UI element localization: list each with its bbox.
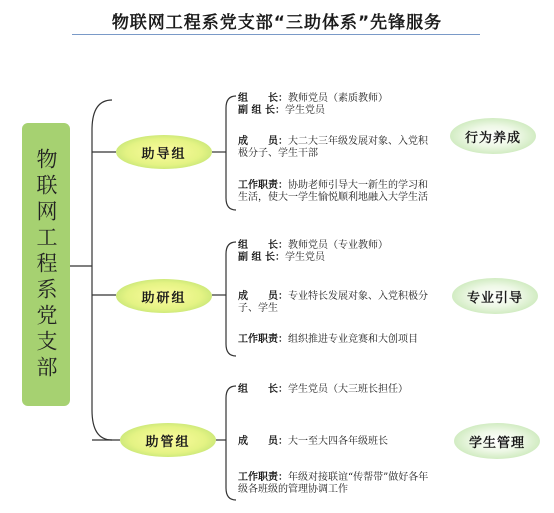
item-label: 成 员： — [238, 136, 288, 147]
root-label: 物联网工程系党支部 — [34, 147, 58, 382]
group-node-guidance — [116, 135, 212, 169]
group-label: 助管组 — [145, 434, 191, 450]
group-label: 助研组 — [141, 290, 187, 306]
item-label: 工作职责： — [238, 334, 288, 345]
item-label: 工作职责： — [238, 472, 288, 483]
item-label: 成 员： — [238, 436, 288, 447]
group2-duty — [238, 334, 434, 346]
group1-deputy — [238, 105, 434, 117]
group-label: 助导组 — [141, 146, 187, 162]
item-text: 组织推进专业竞赛和大创项目 — [288, 334, 418, 345]
group1-leader — [238, 93, 434, 105]
item-text: 年级对接联谊“传帮带”做好各年级各班级的管理协调工作 — [238, 472, 429, 495]
group3-leader — [238, 384, 434, 396]
group2-deputy — [238, 252, 434, 264]
group2-leader — [238, 240, 434, 252]
item-text: 大一至大四各年级班长 — [288, 436, 388, 447]
item-text: 专业特长发展对象、入党积极分子、学生 — [238, 291, 428, 314]
group-node-management — [120, 423, 216, 457]
item-text: 学生党员 — [284, 252, 325, 263]
page-title: 物联网工程系党支部“三助体系”先锋服务 — [111, 13, 443, 33]
root-bracket — [92, 100, 112, 440]
tag-label: 学生管理 — [468, 435, 525, 451]
group2-bracket — [226, 242, 236, 356]
item-label: 成 员： — [238, 291, 288, 302]
root-node — [22, 123, 70, 406]
group1-bracket — [226, 96, 236, 210]
item-label: 工作职责： — [238, 180, 288, 191]
group3-bracket — [226, 386, 236, 500]
group3-duty — [238, 472, 434, 496]
item-label: 副 组 长： — [238, 105, 285, 116]
item-text: 协助老师引导大一新生的学习和生活，使大一学生愉悦顺利地融入大学生活 — [238, 180, 428, 203]
tag-label: 行为养成 — [464, 130, 521, 146]
group3-members — [238, 436, 434, 448]
tag-major — [452, 278, 538, 314]
item-text: 学生党员 — [284, 105, 325, 116]
tag-label: 专业引导 — [466, 290, 523, 306]
tag-student-management — [454, 423, 540, 459]
item-label: 组 长： — [238, 240, 288, 251]
item-label: 组 长： — [238, 384, 288, 395]
item-text: 学生党员（大三班长担任） — [288, 384, 408, 395]
group1-duty — [238, 180, 434, 204]
group1-members — [238, 136, 434, 160]
item-label: 组 长： — [238, 93, 288, 104]
item-text: 教师党员（专业教师） — [288, 240, 388, 251]
item-label: 副 组 长： — [238, 252, 285, 263]
tag-behavior — [450, 118, 536, 154]
group2-members — [238, 291, 434, 315]
group-node-research — [116, 279, 212, 313]
item-text: 大二大三年级发展对象、入党积极分子、学生干部 — [238, 136, 428, 159]
item-text: 教师党员（素质教师） — [288, 93, 388, 104]
